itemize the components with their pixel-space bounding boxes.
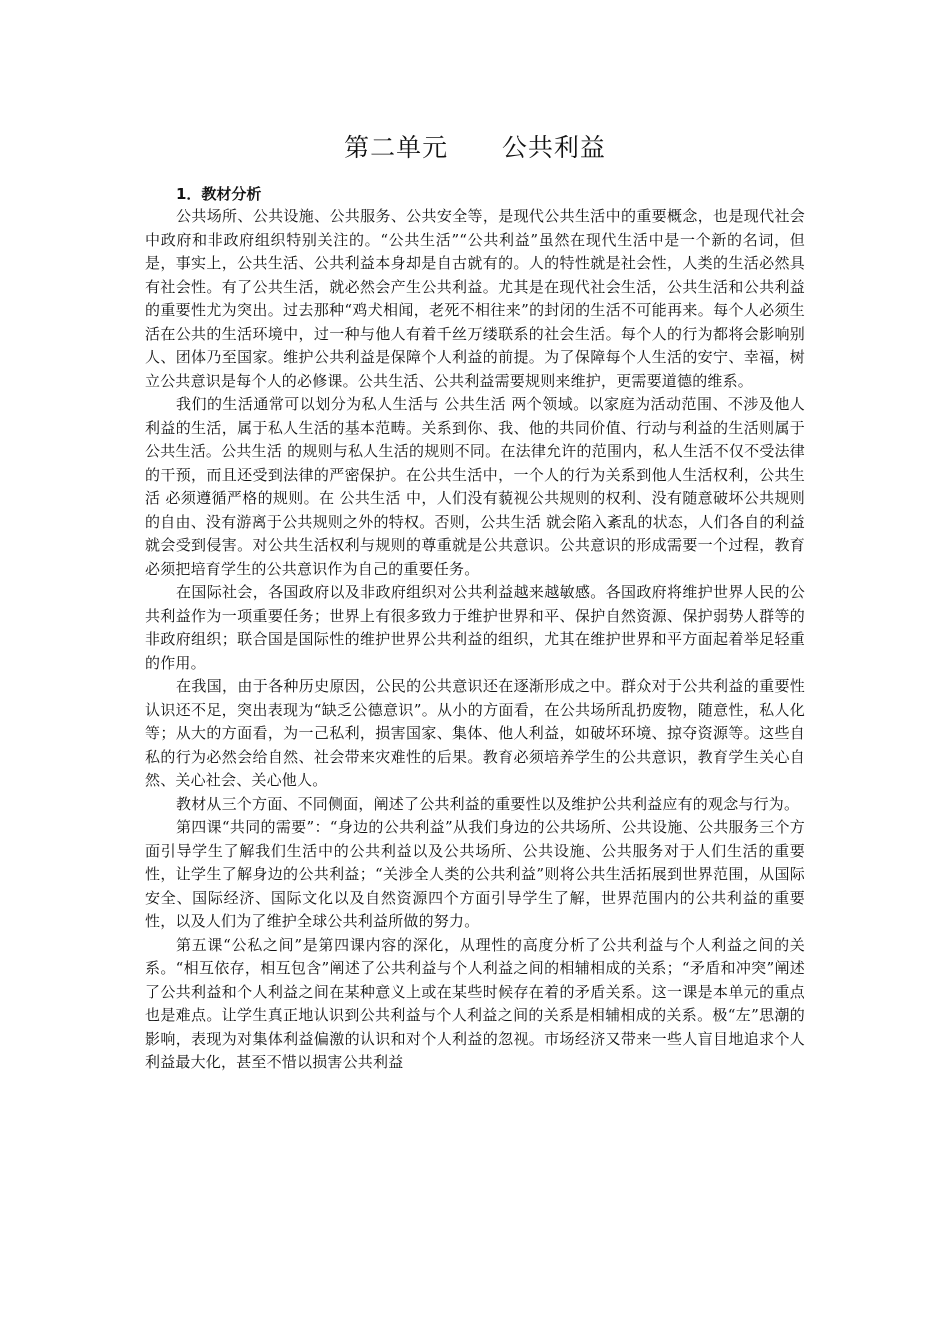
document-page [145, 128, 805, 1075]
paragraph: 我们的生活通常可以划分为私人生活与 公共生活 两个领域。以家庭为活动范围、不涉及他人利益的生活，属于私人生活的基本范畴。关系到你、我、他的共同价值、行动与利益的生活则属于 公共生活。公共生活 的规则与私人生活的规则不同。在法律允许的范围内，私人生活不仅不受法律的干预，而且还受到法律的严密保护。在公共生活中，一个人的行为关系到他人生活权利，公共生活 必须遵循严格的规则。在 公共生活 中，人们没有藐视公共规则的权利、没有随意破坏公共规则的自由、没有游离于公共规则之外的特权。否则，公共生活 就会陷入紊乱的状态，人们各自的利益就会受到侵害。对公共生活权利与规则的尊重就是公共意识。公共意识的形成需要一个过程，教育必须把培育学生的公共意识作为自己的重要任务。 [145, 395, 805, 578]
paragraph: 教材从三个方面、不同侧面，阐述了公共利益的重要性以及维护公共利益应有的观念与行为。 [176, 794, 800, 813]
paragraph: 在国际社会，各国政府以及非政府组织对公共利益越来越敏感。各国政府将维护世界人民的公共利益作为一项重要任务；世界上有很多致力于维护世界和平、保护自然资源、保护弱势人群等的非政府组织；联合国是国际性的维护世界公共利益的组织，尤其在维护世界和平方面起着举足轻重的作用。 [145, 583, 805, 672]
document-title: 第二单元 公共利益 [344, 133, 606, 162]
paragraph: 第四课“共同的需要”：“身边的公共利益”从我们身边的公共场所、公共设施、公共服务三个方面引导学生了解我们生活中的公共利益以及公共场所、公共设施、公共服务对于人们生活的重要性，让学生了解身边的公共利益；“关涉全人类的公共利益”则将公共生活拓展到世界范围，从国际安全、国际经济、国际文化以及自然资源四个方面引导学生了解，世界范围内的公共利益的重要性，以及人们为了维护全球公共利益所做的努力。 [145, 818, 805, 930]
paragraph: 第五课“公私之间”是第四课内容的深化，从理性的高度分析了公共利益与个人利益之间的关系。“相互依存，相互包含”阐述了公共利益与个人利益之间的相辅相成的关系；“矛盾和冲突”阐述了公共利益和个人利益之间在某种意义上或在某些时候存在着的矛盾关系。这一课是本单元的重点也是难点。让学生真正地认识到公共利益与个人利益之间的关系是相辅相成的关系。极“左”思潮的影响，表现为对集体利益偏激的认识和对个人利益的忽视。市场经济又带来一些人盲目地追求个人利益最大化，甚至不惜以损害公共利益 [145, 935, 805, 1071]
paragraph: 公共场所、公共设施、公共服务、公共安全等，是现代公共生活中的重要概念，也是现代社会中政府和非政府组织特别关注的。“公共生活”“公共利益”虽然在现代生活中是一个新的名词，但是，事实上，公共生活、公共利益本身却是自古就有的。人的特性就是社会性，人类的生活必然具有社会性。有了公共生活，就必然会产生公共利益。尤其是在现代社会生活，公共生活和公共利益的重要性尤为突出。过去那种“鸡犬相闻，老死不相往来”的封闭的生活不可能再来。每个人必须生活在公共的生活环境中，过一种与他人有着千丝万缕联系的社会生活。每个人的行为都将会影响别人、团体乃至国家。维护公共利益是保障个人利益的前提。为了保障每个人生活的安宁、幸福，树立公共意识是每个人的必修课。公共生活、公共利益需要规则来维护，更需要道德的维系。 [145, 207, 805, 390]
section-heading: 1．教材分析 [176, 185, 262, 203]
paragraph: 在我国，由于各种历史原因，公民的公共意识还在逐渐形成之中。群众对于公共利益的重要性认识还不足，突出表现为“缺乏公德意识”。从小的方面看，在公共场所乱扔废物，随意性，私人化等；从大的方面看，为一己私利，损害国家、集体、他人利益，如破坏环境、掠夺资源等。这些自私的行为必然会给自然、社会带来灾难性的后果。教育必须培养学生的公共意识，教育学生关心自然、关心社会、关心他人。 [145, 677, 805, 789]
